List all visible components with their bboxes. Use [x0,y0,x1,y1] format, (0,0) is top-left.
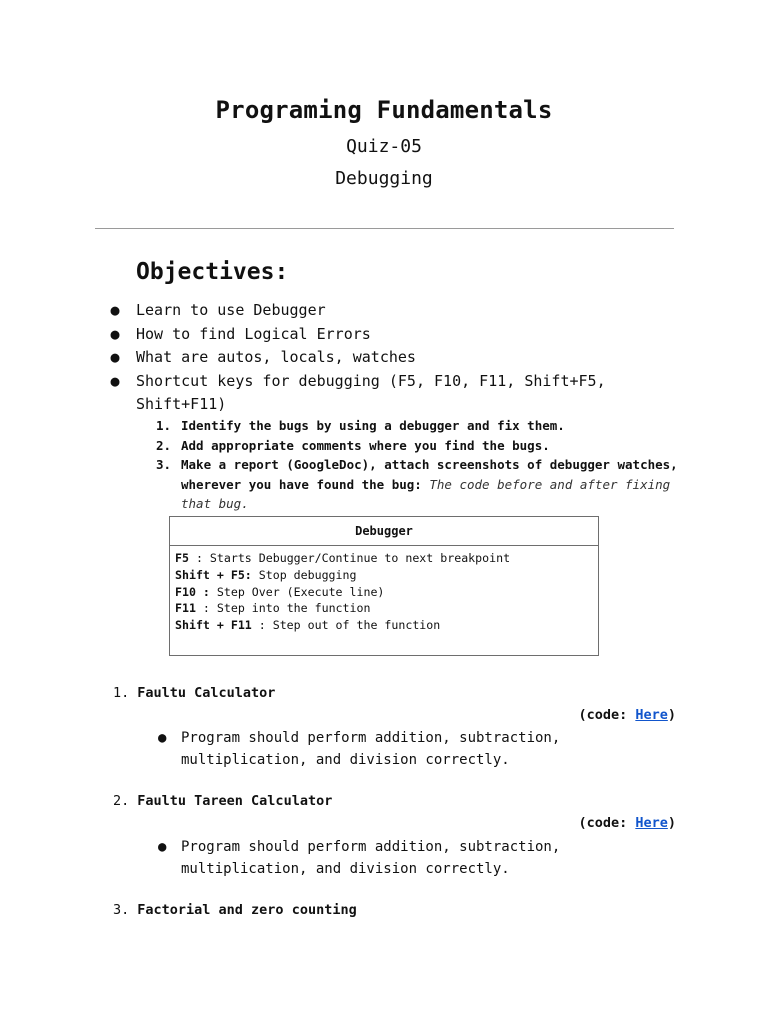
shortcut-desc: : Step out of the function [251,618,441,633]
shortcut-desc: : Starts Debugger/Continue to next breakpoint [188,551,511,565]
task-text: Identify the bugs by using a debugger and fix them. [181,418,565,433]
objective-text: Shortcut keys for debugging (F5, F10, F11, Shift+F5, Shift+F11) [136,371,606,413]
debugger-table-body [170,546,598,634]
section-title-text: Factorial and zero counting [137,902,357,918]
shortcut-key: Shift + F11 [175,618,252,633]
task-number: 2. [156,437,172,453]
section-bullet-text: Program should perform addition, subtraction, multiplication, and division correctly. [181,730,561,768]
objective-item [108,346,668,370]
horizontal-rule [95,228,674,229]
shortcut-desc: : Step into the function [195,601,371,616]
objectives-heading: Objectives: [136,259,289,285]
task-text: Add appropriate comments where you find the bugs. [181,437,550,453]
shortcut-key: Shift + F5: [175,567,252,582]
section-title-text: Faultu Tareen Calculator [137,793,333,809]
code-reference [578,707,676,723]
section-title-faultu-calculator [113,685,275,701]
shortcut-row [175,617,598,634]
task-item [156,455,696,514]
shortcut-row [175,567,598,584]
shortcut-desc: Step Over (Execute line) [209,584,385,599]
task-text: Make a report (GoogleDoc), attach screenshots of debugger watches, wherever you have found the bug: [181,457,678,492]
topic-subtitle: Debugging [335,168,433,189]
task-item [156,436,696,456]
shortcut-key: F5 [175,551,189,565]
task-number: 3. [156,457,172,472]
bullet-icon: ● [110,324,120,343]
section-number: 1. [113,685,130,701]
shortcut-row [175,550,598,567]
bullet-icon: ● [158,839,167,855]
shortcut-row [175,600,598,617]
task-number: 1. [156,418,172,433]
shortcut-key: F11 [175,601,196,616]
quiz-subtitle: Quiz-05 [346,136,422,157]
code-prefix: (code: [578,815,636,831]
task-list [156,416,696,514]
section-title-text: Faultu Calculator [137,685,276,701]
objective-item [108,299,668,323]
section-title-factorial [113,902,357,918]
debugger-shortcuts-table [169,516,599,656]
code-suffix: ) [667,815,676,831]
task-note: The code before and after fixing that bug. [181,476,671,511]
document-title: Programing Fundamentals [215,96,553,124]
shortcut-key: F10 : [175,584,210,599]
objective-text: What are autos, locals, watches [136,348,416,366]
section-bullet-text: Program should perform addition, subtraction, multiplication, and division correctly. [181,839,561,877]
section-bullet [158,727,578,771]
code-prefix: (code: [578,707,636,723]
objective-text: How to find Logical Errors [136,324,371,343]
section-title-faultu-tareen-calculator [113,793,332,809]
section-number: 3. [113,902,130,918]
code-link-here[interactable]: Here [635,815,668,831]
section-number: 2. [113,793,130,809]
shortcut-desc: Stop debugging [251,567,357,582]
objective-item [108,370,668,417]
bullet-icon: ● [110,301,120,319]
objective-item [108,323,668,347]
code-link-here[interactable]: Here [635,707,668,723]
code-reference [578,815,676,831]
task-item [156,416,696,436]
objective-text: Learn to use Debugger [136,301,326,319]
bullet-icon: ● [110,348,120,366]
code-suffix: ) [667,707,676,723]
bullet-icon: ● [158,730,167,746]
debugger-table-header: Debugger [170,517,598,546]
section-bullet [158,836,578,880]
shortcut-row [175,584,598,601]
bullet-icon: ● [110,371,120,390]
objectives-list [108,299,668,417]
